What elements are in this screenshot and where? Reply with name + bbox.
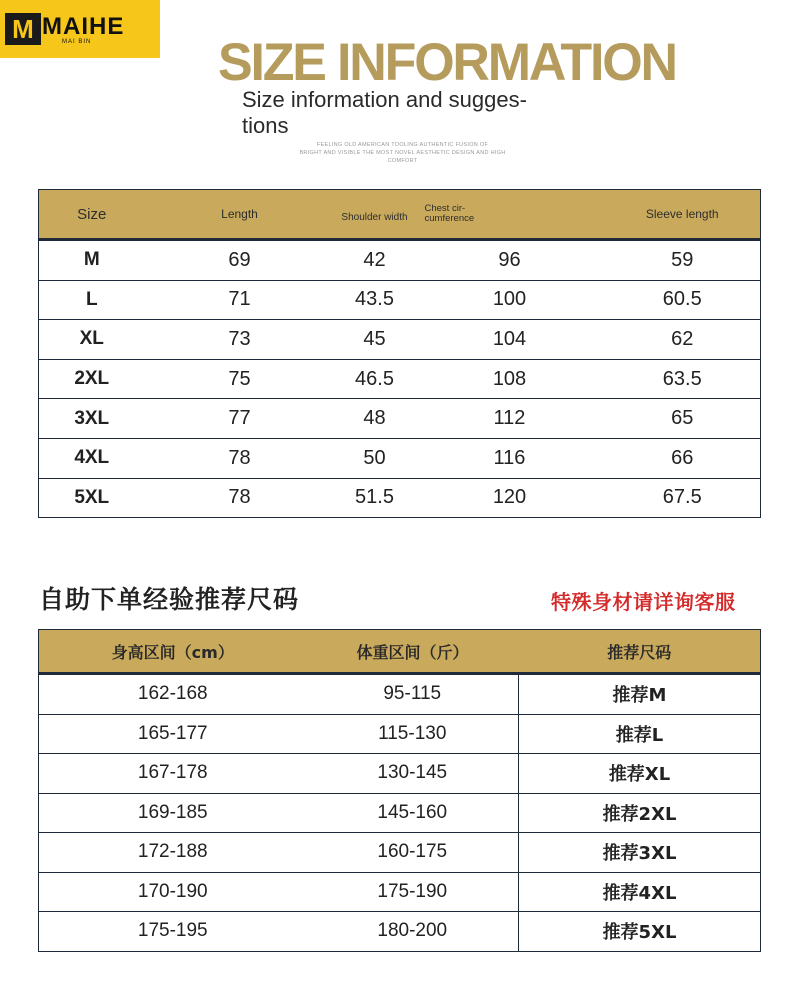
weight-cell: 175-190 [307,872,519,912]
size-row [39,359,761,399]
weight-cell: 130-145 [307,754,519,794]
length-cell: 69 [145,240,335,281]
col-header-chest: Chest cir- cumference [415,190,605,240]
recommendation-title: 自助下单经验推荐尺码 [39,585,300,614]
length-cell: 78 [145,478,335,518]
chest-cell: 100 [415,280,605,320]
shoulder-cell: 48 [335,399,415,439]
length-cell: 77 [145,399,335,439]
size-row [39,438,761,478]
logo-text: MAIHE [42,13,125,40]
height-cell: 175-195 [39,912,307,952]
col-header-height: 身高区间（cm） [39,630,307,674]
recommended-size-cell: 推荐5XL [519,912,761,952]
sleeve-cell: 67.5 [605,478,761,518]
sleeve-cell: 62 [605,320,761,360]
height-cell: 165-177 [39,714,307,754]
recommended-size-cell: 推荐M [519,674,761,715]
size-row [39,280,761,320]
service-note: 特殊身材请详询客服 [551,590,736,614]
shoulder-cell: 45 [335,320,415,360]
recommended-size-cell: 推荐2XL [519,793,761,833]
brand-logo [0,0,160,58]
recommended-size-cell: 推荐3XL [519,833,761,873]
recommendation-table [38,629,761,952]
chest-cell: 96 [415,240,605,281]
sleeve-cell: 66 [605,438,761,478]
rec-row [39,872,761,912]
weight-cell: 145-160 [307,793,519,833]
weight-cell: 180-200 [307,912,519,952]
col-header-shoulder: Shoulder width [335,190,415,240]
chest-cell: 116 [415,438,605,478]
weight-cell: 115-130 [307,714,519,754]
sleeve-cell: 63.5 [605,359,761,399]
chest-cell: 120 [415,478,605,518]
rec-row [39,793,761,833]
size-table [38,189,761,518]
height-cell: 172-188 [39,833,307,873]
size-cell: 3XL [39,399,145,439]
length-cell: 75 [145,359,335,399]
chest-cell: 104 [415,320,605,360]
size-row [39,399,761,439]
shoulder-cell: 46.5 [335,359,415,399]
rec-row [39,833,761,873]
size-cell: XL [39,320,145,360]
chest-cell: 112 [415,399,605,439]
rec-table-header [39,630,761,674]
size-cell: 5XL [39,478,145,518]
size-row [39,240,761,281]
size-row [39,478,761,518]
height-cell: 162-168 [39,674,307,715]
col-header-length: Length [145,190,335,240]
page-title: SIZE INFORMATION [218,33,676,93]
fine-print: FEELING OLD AMERICAN TOOLING AUTHENTIC FUSION OF BRIGHT AND VISIBLE THE MOST NOVEL AESTHETIC DESIGN AND HIGH COMFORT [299,142,506,164]
rec-row [39,912,761,952]
length-cell: 78 [145,438,335,478]
shoulder-cell: 43.5 [335,280,415,320]
sleeve-cell: 65 [605,399,761,439]
sleeve-cell: 60.5 [605,280,761,320]
height-cell: 170-190 [39,872,307,912]
rec-row [39,754,761,794]
size-cell: 2XL [39,359,145,399]
length-cell: 71 [145,280,335,320]
weight-cell: 160-175 [307,833,519,873]
col-header-size: Size [39,190,145,240]
recommended-size-cell: 推荐XL [519,754,761,794]
recommended-size-cell: 推荐4XL [519,872,761,912]
col-header-weight: 体重区间（斤） [307,630,519,674]
size-table-header [39,190,761,240]
height-cell: 169-185 [39,793,307,833]
sleeve-cell: 59 [605,240,761,281]
col-header-sleeve: Sleeve length [605,190,761,240]
size-cell: 4XL [39,438,145,478]
size-cell: L [39,280,145,320]
size-row [39,320,761,360]
logo-subtext: MAI BIN [62,39,92,45]
recommended-size-cell: 推荐L [519,714,761,754]
shoulder-cell: 51.5 [335,478,415,518]
length-cell: 73 [145,320,335,360]
logo-mark-icon: M [5,13,41,45]
weight-cell: 95-115 [307,674,519,715]
rec-row [39,674,761,715]
rec-row [39,714,761,754]
height-cell: 167-178 [39,754,307,794]
shoulder-cell: 50 [335,438,415,478]
size-cell: M [39,240,145,281]
page-subtitle: Size information and sugges- tions [242,87,527,138]
col-header-recommended-size: 推荐尺码 [519,630,761,674]
shoulder-cell: 42 [335,240,415,281]
chest-cell: 108 [415,359,605,399]
